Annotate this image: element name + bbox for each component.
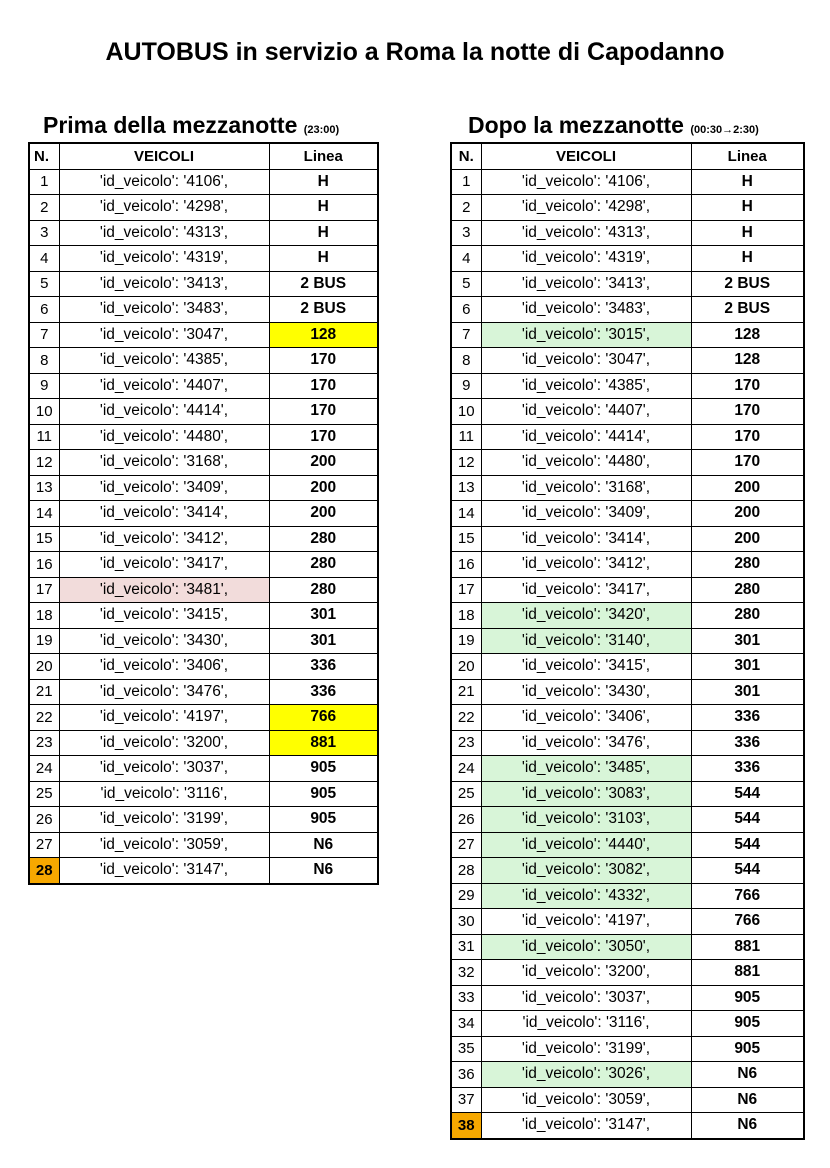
table-row (451, 1062, 804, 1088)
vehicle-id-cell: 'id_veicolo': '4197', (481, 909, 691, 935)
table-row (29, 220, 378, 246)
row-number: 16 (29, 552, 59, 578)
line-cell: 200 (691, 475, 804, 501)
line-cell: 2 BUS (691, 271, 804, 297)
column-header-linea: Linea (269, 143, 378, 169)
table-row (29, 271, 378, 297)
vehicle-id-cell: 'id_veicolo': '4319', (481, 246, 691, 272)
column-header-n: N. (451, 143, 481, 169)
row-number: 22 (29, 705, 59, 731)
vehicle-id-cell: 'id_veicolo': '4298', (481, 195, 691, 221)
vehicle-id-cell: 'id_veicolo': '3168', (481, 475, 691, 501)
vehicle-id-cell: 'id_veicolo': '3116', (481, 1011, 691, 1037)
row-number: 31 (451, 934, 481, 960)
vehicle-id-cell: 'id_veicolo': '3083', (481, 781, 691, 807)
line-cell: 336 (691, 756, 804, 782)
table-row (451, 1036, 804, 1062)
row-number: 7 (451, 322, 481, 348)
table-row (451, 654, 804, 680)
row-number: 3 (29, 220, 59, 246)
row-number: 10 (29, 399, 59, 425)
row-number: 38 (451, 1113, 481, 1139)
vehicle-id-cell: 'id_veicolo': '3485', (481, 756, 691, 782)
vehicle-id-cell: 'id_veicolo': '3413', (59, 271, 269, 297)
line-cell: 200 (269, 475, 378, 501)
table-row (29, 246, 378, 272)
vehicle-id-cell: 'id_veicolo': '3417', (59, 552, 269, 578)
line-cell: 170 (269, 348, 378, 374)
table-row (29, 322, 378, 348)
table-row (451, 603, 804, 629)
row-number: 28 (451, 858, 481, 884)
table-header-row (451, 143, 804, 169)
table-row (451, 883, 804, 909)
vehicle-id-cell: 'id_veicolo': '4414', (59, 399, 269, 425)
table-row (451, 526, 804, 552)
vehicle-id-cell: 'id_veicolo': '3200', (481, 960, 691, 986)
vehicle-id-cell: 'id_veicolo': '3015', (481, 322, 691, 348)
line-cell: 200 (691, 501, 804, 527)
vehicle-id-cell: 'id_veicolo': '3047', (59, 322, 269, 348)
row-number: 18 (451, 603, 481, 629)
row-number: 8 (29, 348, 59, 374)
column-header-n: N. (29, 143, 59, 169)
table-row (451, 807, 804, 833)
table-row (29, 450, 378, 476)
line-cell: 881 (691, 960, 804, 986)
table-row (451, 169, 804, 195)
row-number: 1 (451, 169, 481, 195)
after-table-body (451, 169, 804, 1139)
line-cell: 336 (269, 654, 378, 680)
line-cell: 766 (691, 909, 804, 935)
vehicle-id-cell: 'id_veicolo': '3409', (59, 475, 269, 501)
row-number: 14 (451, 501, 481, 527)
line-cell: 905 (269, 807, 378, 833)
table-row (451, 195, 804, 221)
table-row (451, 220, 804, 246)
row-number: 19 (451, 628, 481, 654)
line-cell: 766 (691, 883, 804, 909)
row-number: 21 (29, 679, 59, 705)
vehicle-id-cell: 'id_veicolo': '3047', (481, 348, 691, 374)
line-cell: 170 (269, 424, 378, 450)
line-cell: 301 (269, 603, 378, 629)
before-heading-text: Prima della mezzanotte (43, 112, 298, 138)
vehicle-id-cell: 'id_veicolo': '4313', (59, 220, 269, 246)
table-row (451, 832, 804, 858)
column-header-veicoli: VEICOLI (481, 143, 691, 169)
table-row (451, 577, 804, 603)
line-cell: H (691, 195, 804, 221)
line-cell: 336 (691, 705, 804, 731)
table-row (451, 934, 804, 960)
line-cell: 170 (269, 399, 378, 425)
vehicle-id-cell: 'id_veicolo': '3026', (481, 1062, 691, 1088)
row-number: 14 (29, 501, 59, 527)
row-number: 35 (451, 1036, 481, 1062)
line-cell: N6 (691, 1062, 804, 1088)
row-number: 19 (29, 628, 59, 654)
vehicle-id-cell: 'id_veicolo': '3103', (481, 807, 691, 833)
page-title: AUTOBUS in servizio a Roma la notte di Capodanno (105, 38, 725, 66)
line-cell: N6 (691, 1113, 804, 1139)
line-cell: 301 (691, 654, 804, 680)
vehicle-id-cell: 'id_veicolo': '3116', (59, 781, 269, 807)
vehicle-id-cell: 'id_veicolo': '3414', (481, 526, 691, 552)
row-number: 27 (29, 832, 59, 858)
vehicle-id-cell: 'id_veicolo': '4197', (59, 705, 269, 731)
row-number: 27 (451, 832, 481, 858)
row-number: 29 (451, 883, 481, 909)
line-cell: 200 (691, 526, 804, 552)
line-cell: 280 (691, 603, 804, 629)
table-row (451, 1087, 804, 1113)
vehicle-id-cell: 'id_veicolo': '4480', (481, 450, 691, 476)
vehicle-id-cell: 'id_veicolo': '3037', (481, 985, 691, 1011)
table-row (29, 679, 378, 705)
row-number: 26 (29, 807, 59, 833)
vehicle-id-cell: 'id_veicolo': '4106', (59, 169, 269, 195)
row-number: 4 (451, 246, 481, 272)
line-cell: 544 (691, 858, 804, 884)
row-number: 2 (29, 195, 59, 221)
line-cell: 170 (691, 373, 804, 399)
row-number: 25 (451, 781, 481, 807)
table-row (451, 552, 804, 578)
line-cell: 336 (269, 679, 378, 705)
table-row (29, 577, 378, 603)
vehicle-id-cell: 'id_veicolo': '3059', (59, 832, 269, 858)
vehicle-id-cell: 'id_veicolo': '3168', (59, 450, 269, 476)
vehicle-id-cell: 'id_veicolo': '3409', (481, 501, 691, 527)
table-row (29, 169, 378, 195)
row-number: 7 (29, 322, 59, 348)
table-row (451, 960, 804, 986)
vehicle-id-cell: 'id_veicolo': '3037', (59, 756, 269, 782)
line-cell: 2 BUS (269, 271, 378, 297)
row-number: 5 (29, 271, 59, 297)
vehicle-id-cell: 'id_veicolo': '3140', (481, 628, 691, 654)
line-cell: H (691, 169, 804, 195)
vehicle-id-cell: 'id_veicolo': '3412', (59, 526, 269, 552)
table-row (451, 373, 804, 399)
vehicle-id-cell: 'id_veicolo': '3413', (481, 271, 691, 297)
vehicle-id-cell: 'id_veicolo': '3406', (59, 654, 269, 680)
row-number: 37 (451, 1087, 481, 1113)
table-row (29, 807, 378, 833)
line-cell: 280 (269, 526, 378, 552)
table-header-row (29, 143, 378, 169)
line-cell: H (269, 195, 378, 221)
line-cell: H (269, 220, 378, 246)
row-number: 6 (29, 297, 59, 323)
row-number: 13 (29, 475, 59, 501)
table-row (451, 1113, 804, 1139)
before-midnight-heading (43, 112, 339, 139)
line-cell: 544 (691, 781, 804, 807)
row-number: 17 (29, 577, 59, 603)
vehicle-id-cell: 'id_veicolo': '3082', (481, 858, 691, 884)
line-cell: 544 (691, 832, 804, 858)
line-cell: 170 (691, 450, 804, 476)
line-cell: 128 (269, 322, 378, 348)
row-number: 3 (451, 220, 481, 246)
row-number: 9 (451, 373, 481, 399)
row-number: 24 (29, 756, 59, 782)
line-cell: 881 (691, 934, 804, 960)
vehicle-id-cell: 'id_veicolo': '3483', (59, 297, 269, 323)
table-row (451, 475, 804, 501)
table-row (29, 781, 378, 807)
vehicle-id-cell: 'id_veicolo': '3147', (481, 1113, 691, 1139)
row-number: 21 (451, 679, 481, 705)
line-cell: H (269, 169, 378, 195)
line-cell: 905 (269, 781, 378, 807)
table-row (29, 858, 378, 884)
vehicle-id-cell: 'id_veicolo': '4319', (59, 246, 269, 272)
vehicle-id-cell: 'id_veicolo': '4106', (481, 169, 691, 195)
vehicle-id-cell: 'id_veicolo': '3412', (481, 552, 691, 578)
vehicle-id-cell: 'id_veicolo': '3420', (481, 603, 691, 629)
row-number: 12 (451, 450, 481, 476)
vehicle-id-cell: 'id_veicolo': '3415', (59, 603, 269, 629)
vehicle-id-cell: 'id_veicolo': '4385', (59, 348, 269, 374)
table-row (451, 348, 804, 374)
vehicle-id-cell: 'id_veicolo': '4298', (59, 195, 269, 221)
table-row (451, 730, 804, 756)
vehicle-id-cell: 'id_veicolo': '3476', (481, 730, 691, 756)
line-cell: 905 (691, 985, 804, 1011)
vehicle-id-cell: 'id_veicolo': '3430', (59, 628, 269, 654)
line-cell: 2 BUS (691, 297, 804, 323)
line-cell: 280 (691, 577, 804, 603)
table-row (451, 756, 804, 782)
vehicle-id-cell: 'id_veicolo': '4480', (59, 424, 269, 450)
table-row (29, 705, 378, 731)
row-number: 9 (29, 373, 59, 399)
table-row (451, 909, 804, 935)
table-row (29, 603, 378, 629)
table-row (29, 832, 378, 858)
after-heading-text: Dopo la mezzanotte (468, 112, 684, 138)
vehicle-id-cell: 'id_veicolo': '3414', (59, 501, 269, 527)
row-number: 4 (29, 246, 59, 272)
line-cell: 301 (269, 628, 378, 654)
vehicle-id-cell: 'id_veicolo': '3200', (59, 730, 269, 756)
line-cell: 200 (269, 450, 378, 476)
table-row (29, 195, 378, 221)
vehicle-id-cell: 'id_veicolo': '3417', (481, 577, 691, 603)
table-row (29, 399, 378, 425)
vehicle-id-cell: 'id_veicolo': '3415', (481, 654, 691, 680)
table-row (451, 781, 804, 807)
row-number: 22 (451, 705, 481, 731)
line-cell: H (269, 246, 378, 272)
row-number: 25 (29, 781, 59, 807)
row-number: 36 (451, 1062, 481, 1088)
line-cell: 905 (691, 1011, 804, 1037)
line-cell: N6 (269, 858, 378, 884)
table-row (29, 373, 378, 399)
line-cell: 905 (269, 756, 378, 782)
vehicle-id-cell: 'id_veicolo': '4332', (481, 883, 691, 909)
row-number: 26 (451, 807, 481, 833)
line-cell: 170 (691, 424, 804, 450)
table-row (29, 501, 378, 527)
table-row (29, 297, 378, 323)
table-row (451, 985, 804, 1011)
row-number: 30 (451, 909, 481, 935)
vehicle-id-cell: 'id_veicolo': '3476', (59, 679, 269, 705)
table-row (29, 475, 378, 501)
row-number: 34 (451, 1011, 481, 1037)
row-number: 13 (451, 475, 481, 501)
line-cell: H (691, 220, 804, 246)
row-number: 6 (451, 297, 481, 323)
column-header-linea: Linea (691, 143, 804, 169)
row-number: 15 (451, 526, 481, 552)
row-number: 28 (29, 858, 59, 884)
table-row (29, 756, 378, 782)
row-number: 8 (451, 348, 481, 374)
table-row (29, 628, 378, 654)
row-number: 18 (29, 603, 59, 629)
line-cell: 766 (269, 705, 378, 731)
vehicle-id-cell: 'id_veicolo': '3059', (481, 1087, 691, 1113)
table-row (451, 628, 804, 654)
line-cell: 280 (269, 577, 378, 603)
table-row (451, 501, 804, 527)
vehicle-id-cell: 'id_veicolo': '4440', (481, 832, 691, 858)
table-row (29, 552, 378, 578)
line-cell: 544 (691, 807, 804, 833)
vehicle-id-cell: 'id_veicolo': '3483', (481, 297, 691, 323)
row-number: 12 (29, 450, 59, 476)
line-cell: H (691, 246, 804, 272)
line-cell: N6 (269, 832, 378, 858)
line-cell: 170 (691, 399, 804, 425)
line-cell: 128 (691, 348, 804, 374)
vehicle-id-cell: 'id_veicolo': '4385', (481, 373, 691, 399)
before-time-note: (23:00) (303, 124, 340, 136)
table-row (451, 246, 804, 272)
row-number: 33 (451, 985, 481, 1011)
row-number: 17 (451, 577, 481, 603)
row-number: 24 (451, 756, 481, 782)
vehicle-id-cell: 'id_veicolo': '3199', (59, 807, 269, 833)
line-cell: 881 (269, 730, 378, 756)
table-row (451, 322, 804, 348)
line-cell: 301 (691, 628, 804, 654)
table-row (29, 730, 378, 756)
table-row (451, 271, 804, 297)
table-row (451, 679, 804, 705)
row-number: 32 (451, 960, 481, 986)
line-cell: 2 BUS (269, 297, 378, 323)
vehicle-id-cell: 'id_veicolo': '3199', (481, 1036, 691, 1062)
table-row (451, 1011, 804, 1037)
row-number: 23 (29, 730, 59, 756)
vehicle-id-cell: 'id_veicolo': '4414', (481, 424, 691, 450)
row-number: 23 (451, 730, 481, 756)
vehicle-id-cell: 'id_veicolo': '3430', (481, 679, 691, 705)
after-midnight-heading (468, 112, 759, 139)
vehicle-id-cell: 'id_veicolo': '3147', (59, 858, 269, 884)
table-row (451, 297, 804, 323)
line-cell: 301 (691, 679, 804, 705)
row-number: 15 (29, 526, 59, 552)
row-number: 10 (451, 399, 481, 425)
before-midnight-table (28, 142, 379, 885)
line-cell: 280 (691, 552, 804, 578)
table-row (451, 424, 804, 450)
table-row (29, 424, 378, 450)
table-row (29, 526, 378, 552)
column-header-veicoli: VEICOLI (59, 143, 269, 169)
vehicle-id-cell: 'id_veicolo': '3050', (481, 934, 691, 960)
line-cell: 280 (269, 552, 378, 578)
row-number: 20 (29, 654, 59, 680)
row-number: 20 (451, 654, 481, 680)
vehicle-id-cell: 'id_veicolo': '4407', (481, 399, 691, 425)
after-time-note: (00:30→2:30) (690, 124, 759, 136)
row-number: 11 (451, 424, 481, 450)
row-number: 1 (29, 169, 59, 195)
row-number: 11 (29, 424, 59, 450)
vehicle-id-cell: 'id_veicolo': '4407', (59, 373, 269, 399)
line-cell: 905 (691, 1036, 804, 1062)
line-cell: N6 (691, 1087, 804, 1113)
line-cell: 336 (691, 730, 804, 756)
vehicle-id-cell: 'id_veicolo': '3481', (59, 577, 269, 603)
after-midnight-table (450, 142, 805, 1140)
line-cell: 170 (269, 373, 378, 399)
row-number: 5 (451, 271, 481, 297)
before-table-body (29, 169, 378, 884)
table-row (451, 858, 804, 884)
table-row (451, 399, 804, 425)
line-cell: 200 (269, 501, 378, 527)
vehicle-id-cell: 'id_veicolo': '4313', (481, 220, 691, 246)
table-row (451, 450, 804, 476)
table-row (451, 705, 804, 731)
table-row (29, 654, 378, 680)
vehicle-id-cell: 'id_veicolo': '3406', (481, 705, 691, 731)
row-number: 2 (451, 195, 481, 221)
row-number: 16 (451, 552, 481, 578)
table-row (29, 348, 378, 374)
line-cell: 128 (691, 322, 804, 348)
